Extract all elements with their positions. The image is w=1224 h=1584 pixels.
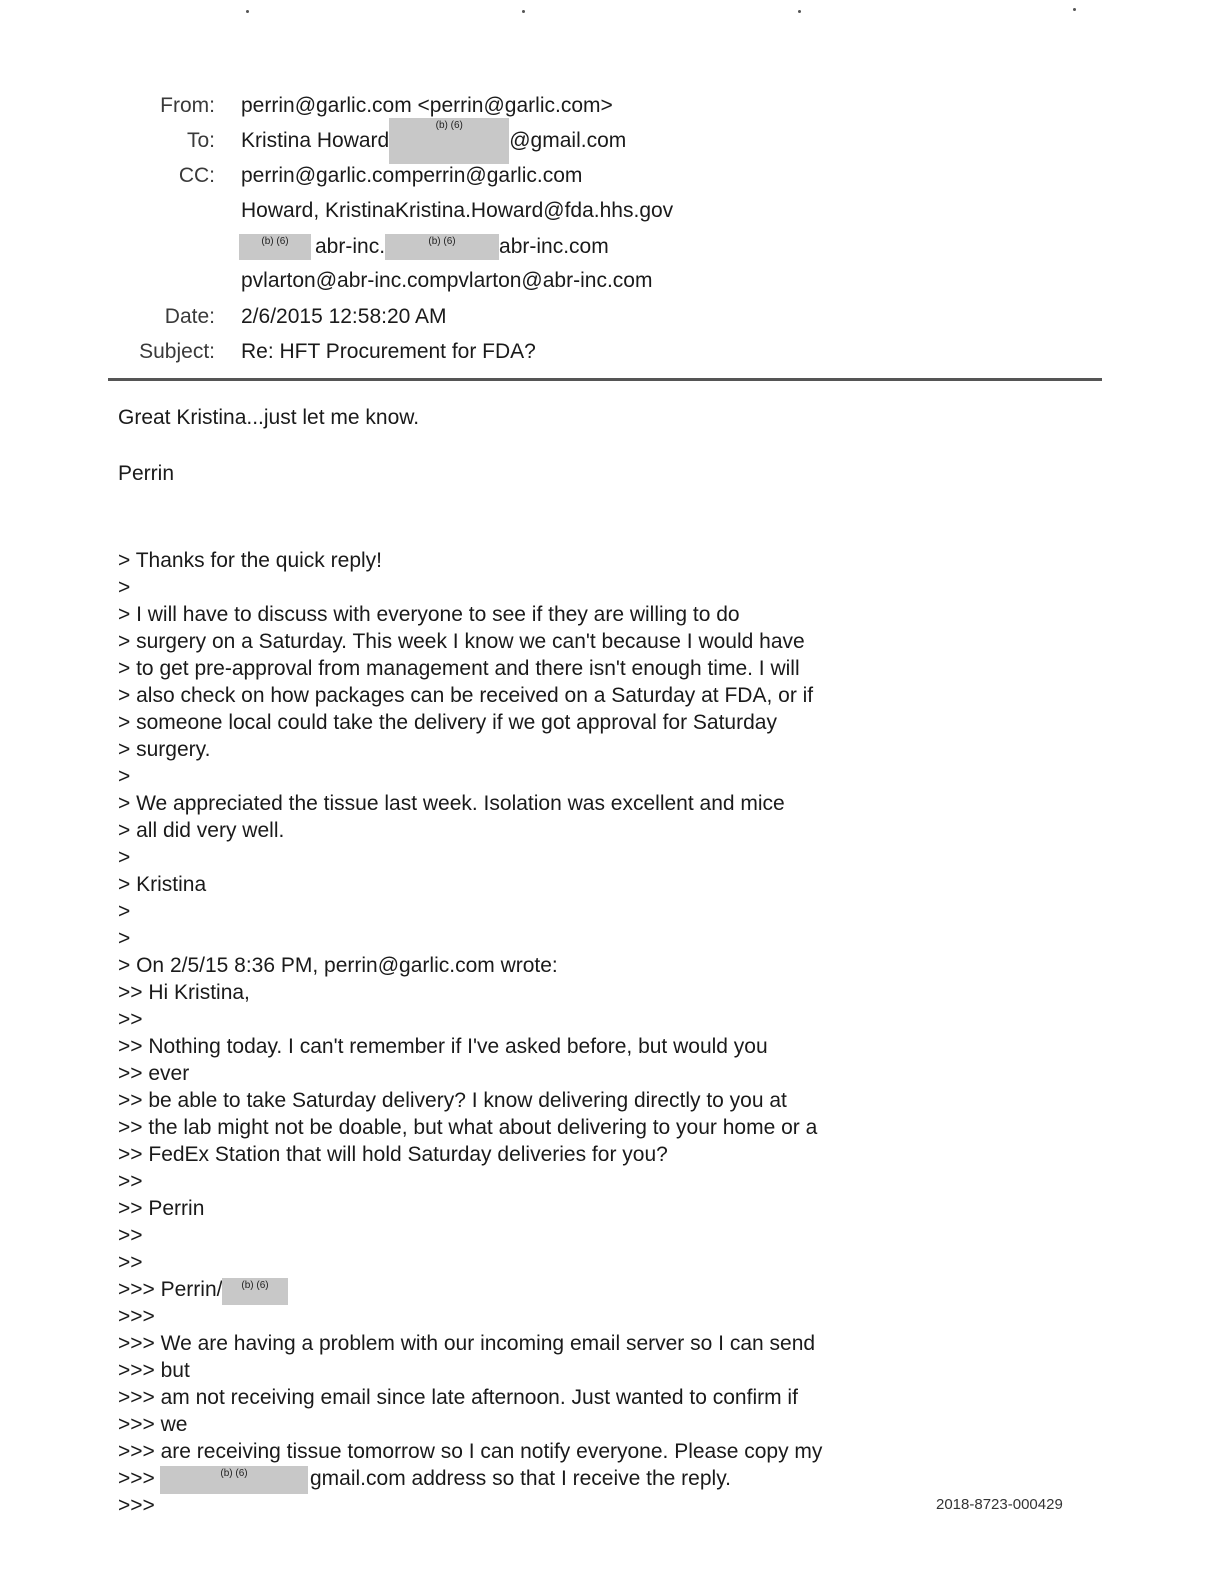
quoted-redaction-box	[222, 1278, 288, 1305]
quoted-line: >> Perrin	[118, 1197, 205, 1220]
to-name: Kristina Howard	[241, 129, 390, 152]
quoted-line: >>	[118, 1170, 143, 1193]
quoted-line: >> Hi Kristina,	[118, 981, 250, 1004]
quoted-line: > I will have to discuss with everyone to see if they are willing to do	[118, 603, 740, 626]
header-divider	[108, 378, 1102, 381]
quoted-line: >>>	[118, 1305, 155, 1328]
body-line: Great Kristina...just let me know.	[118, 406, 420, 429]
quoted-line: >>	[118, 1008, 143, 1031]
from-value: perrin@garlic.com <perrin@garlic.com>	[241, 94, 613, 117]
quoted-line: > all did very well.	[118, 819, 285, 842]
to-domain: @gmail.com	[509, 129, 627, 152]
redaction-code: (b) (6)	[261, 236, 289, 247]
quoted-line: >>> Perrin/	[118, 1278, 223, 1301]
document-id: 2018-8723-000429	[936, 1496, 1063, 1513]
cc-redaction-box-1	[239, 234, 311, 260]
quoted-line-suffix: gmail.com address so that I receive the reply.	[310, 1467, 731, 1490]
from-label: From:	[160, 94, 215, 117]
quoted-line: >	[118, 765, 131, 788]
quoted-line: >> ever	[118, 1062, 190, 1085]
quoted-line: >	[118, 846, 131, 869]
cc-line-2: Howard, KristinaKristina.Howard@fda.hhs.gov	[241, 199, 674, 222]
to-label: To:	[186, 129, 215, 152]
quoted-line: >	[118, 927, 131, 950]
subject-value: Re: HFT Procurement for FDA?	[241, 340, 536, 363]
quoted-line: > also check on how packages can be received on a Saturday at FDA, or if	[118, 684, 814, 707]
quoted-line: >>> but	[118, 1359, 190, 1382]
quoted-line: >> FedEx Station that will hold Saturday deliveries for you?	[118, 1143, 668, 1166]
body-signature: Perrin	[118, 462, 175, 485]
quoted-line: >> the lab might not be doable, but what about delivering to your home or a	[118, 1116, 818, 1139]
quoted-line: >>	[118, 1224, 143, 1247]
scan-speck	[798, 10, 801, 13]
cc-redaction-box-2	[385, 234, 499, 260]
redaction-code: (b) (6)	[241, 1280, 269, 1291]
redaction-code: (b) (6)	[435, 120, 463, 131]
cc-line-3-part-2: abr-inc.com	[499, 235, 609, 258]
quoted-line: >> Nothing today. I can't remember if I've asked before, but would you	[118, 1035, 768, 1058]
quoted-line: >>	[118, 1251, 143, 1274]
quoted-line: >>> We are having a problem with our incoming email server so I can send	[118, 1332, 816, 1355]
quoted-line: > Kristina	[118, 873, 207, 896]
quoted-line: > Thanks for the quick reply!	[118, 549, 382, 572]
cc-line-4: pvlarton@abr-inc.compvlarton@abr-inc.com	[241, 269, 653, 292]
scan-speck	[522, 10, 525, 13]
quoted-line: > surgery on a Saturday. This week I know we can't because I would have	[118, 630, 805, 653]
quoted-line: > We appreciated the tissue last week. Isolation was excellent and mice	[118, 792, 785, 815]
to-redaction-box	[389, 118, 509, 164]
subject-label: Subject:	[139, 340, 215, 363]
redaction-code: (b) (6)	[428, 236, 456, 247]
cc-line-1: perrin@garlic.comperrin@garlic.com	[241, 164, 583, 187]
quoted-line: >	[118, 576, 131, 599]
quoted-line: > to get pre-approval from management and there isn't enough time. I will	[118, 657, 800, 680]
to-value	[241, 118, 626, 164]
scan-speck	[1073, 8, 1076, 11]
date-label: Date:	[164, 305, 215, 328]
quoted-line-prefix: >>>	[118, 1467, 155, 1490]
quoted-line: > surgery.	[118, 738, 211, 761]
cc-line-3-part-1: abr-inc.	[315, 235, 386, 258]
date-value: 2/6/2015 12:58:20 AM	[241, 305, 447, 328]
redaction-code: (b) (6)	[220, 1468, 248, 1479]
quoted-redaction-box	[160, 1466, 308, 1494]
quoted-line: > someone local could take the delivery if we got approval for Saturday	[118, 711, 777, 734]
scan-speck	[246, 10, 249, 13]
quoted-line: >>> am not receiving email since late afternoon. Just wanted to confirm if	[118, 1386, 798, 1409]
quoted-line: >>>	[118, 1494, 155, 1517]
cc-label: CC:	[178, 164, 215, 187]
quoted-line: >> be able to take Saturday delivery? I know delivering directly to you at	[118, 1089, 787, 1112]
quoted-line: >	[118, 900, 131, 923]
quoted-line: > On 2/5/15 8:36 PM, perrin@garlic.com wrote:	[118, 954, 558, 977]
quoted-line: >>> are receiving tissue tomorrow so I can notify everyone. Please copy my	[118, 1440, 823, 1463]
cc-line-3	[239, 234, 609, 260]
quoted-line: >>> we	[118, 1413, 188, 1436]
